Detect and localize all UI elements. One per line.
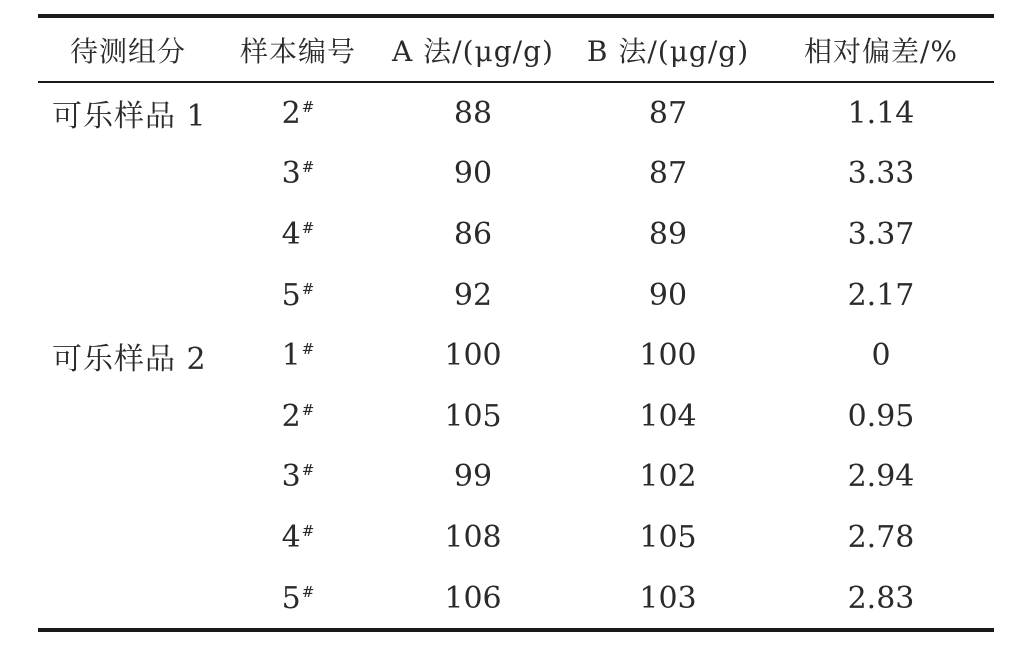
sample-number: 2 [281,95,301,131]
method-b-cell: 90 [648,277,688,313]
group-cell: 可乐样品 1 [52,99,207,135]
sample-number-cell [218,568,378,629]
method-b-cell: 104 [639,398,697,434]
sample-number-cell [218,83,378,144]
method-a-cell: 88 [453,95,493,131]
sample-number: 4 [281,216,301,252]
method-a-cell: 108 [444,519,502,555]
method-a-cell: 86 [453,216,493,252]
sample-number-cell [218,204,378,265]
header-method-b: B 法/(μg/g) [586,34,750,68]
method-b-cell: 102 [639,459,697,495]
method-b-cell: 89 [648,216,688,252]
sample-number-cell [218,447,378,508]
sample-number-cell [218,325,378,386]
sample-mark: # [301,461,315,480]
header-relative-deviation: 相对偏差/% [803,34,959,68]
sample-number: 2 [281,398,301,434]
table-row [38,507,994,568]
data-table [38,18,994,81]
deviation-cell: 3.33 [847,156,915,192]
deviation-cell: 0 [871,338,891,374]
group-cell [38,507,218,568]
group-cell [38,265,218,326]
sample-number-cell [218,144,378,205]
group-cell: 可乐样品 2 [52,341,207,377]
sample-number: 4 [281,519,301,555]
method-b-cell: 87 [648,95,688,131]
deviation-cell: 1.14 [847,95,915,131]
sample-number-cell [218,386,378,447]
method-a-cell: 92 [453,277,493,313]
sample-mark: # [301,521,315,540]
sample-mark: # [301,97,315,116]
sample-mark: # [301,582,315,601]
table-row [38,204,994,265]
method-a-cell: 106 [444,580,502,616]
sample-number: 1 [281,338,301,374]
deviation-cell: 2.78 [847,519,915,555]
method-a-cell: 100 [444,338,502,374]
group-cell [38,568,218,629]
method-b-cell: 100 [639,338,697,374]
table-row [38,83,994,144]
header-sample-number: 样本编号 [239,34,356,68]
method-a-cell: 99 [453,459,493,495]
sample-number-cell [218,265,378,326]
table-body [38,83,994,628]
header-method-a: A 法/(μg/g) [392,34,554,68]
data-table-body [38,83,994,628]
sample-mark: # [301,279,315,298]
sample-number: 3 [281,156,301,192]
deviation-cell: 3.37 [847,216,915,252]
group-cell [38,386,218,447]
table-row [38,144,994,205]
table-row [38,386,994,447]
table-header [38,18,994,81]
table-row [38,447,994,508]
header-row [38,18,994,81]
sample-number: 3 [281,459,301,495]
method-b-cell: 87 [648,156,688,192]
deviation-cell: 2.83 [847,580,915,616]
deviation-cell: 2.17 [847,277,915,313]
table-row [38,265,994,326]
sample-number: 5 [281,580,301,616]
bottom-rule [38,628,994,632]
sample-number-cell [218,507,378,568]
group-cell [38,144,218,205]
sample-mark: # [301,340,315,359]
group-cell [38,204,218,265]
deviation-cell: 0.95 [847,398,915,434]
method-a-cell: 105 [444,398,502,434]
sample-mark: # [301,400,315,419]
method-b-cell: 103 [639,580,697,616]
sample-mark: # [301,218,315,237]
group-cell [38,447,218,508]
deviation-cell: 2.94 [847,459,915,495]
comparison-table [38,14,994,632]
table-row [38,568,994,629]
method-a-cell: 90 [453,156,493,192]
sample-number: 5 [281,277,301,313]
header-component: 待测组分 [69,34,186,68]
table-row [38,325,994,386]
sample-mark: # [301,158,315,177]
method-b-cell: 105 [639,519,697,555]
